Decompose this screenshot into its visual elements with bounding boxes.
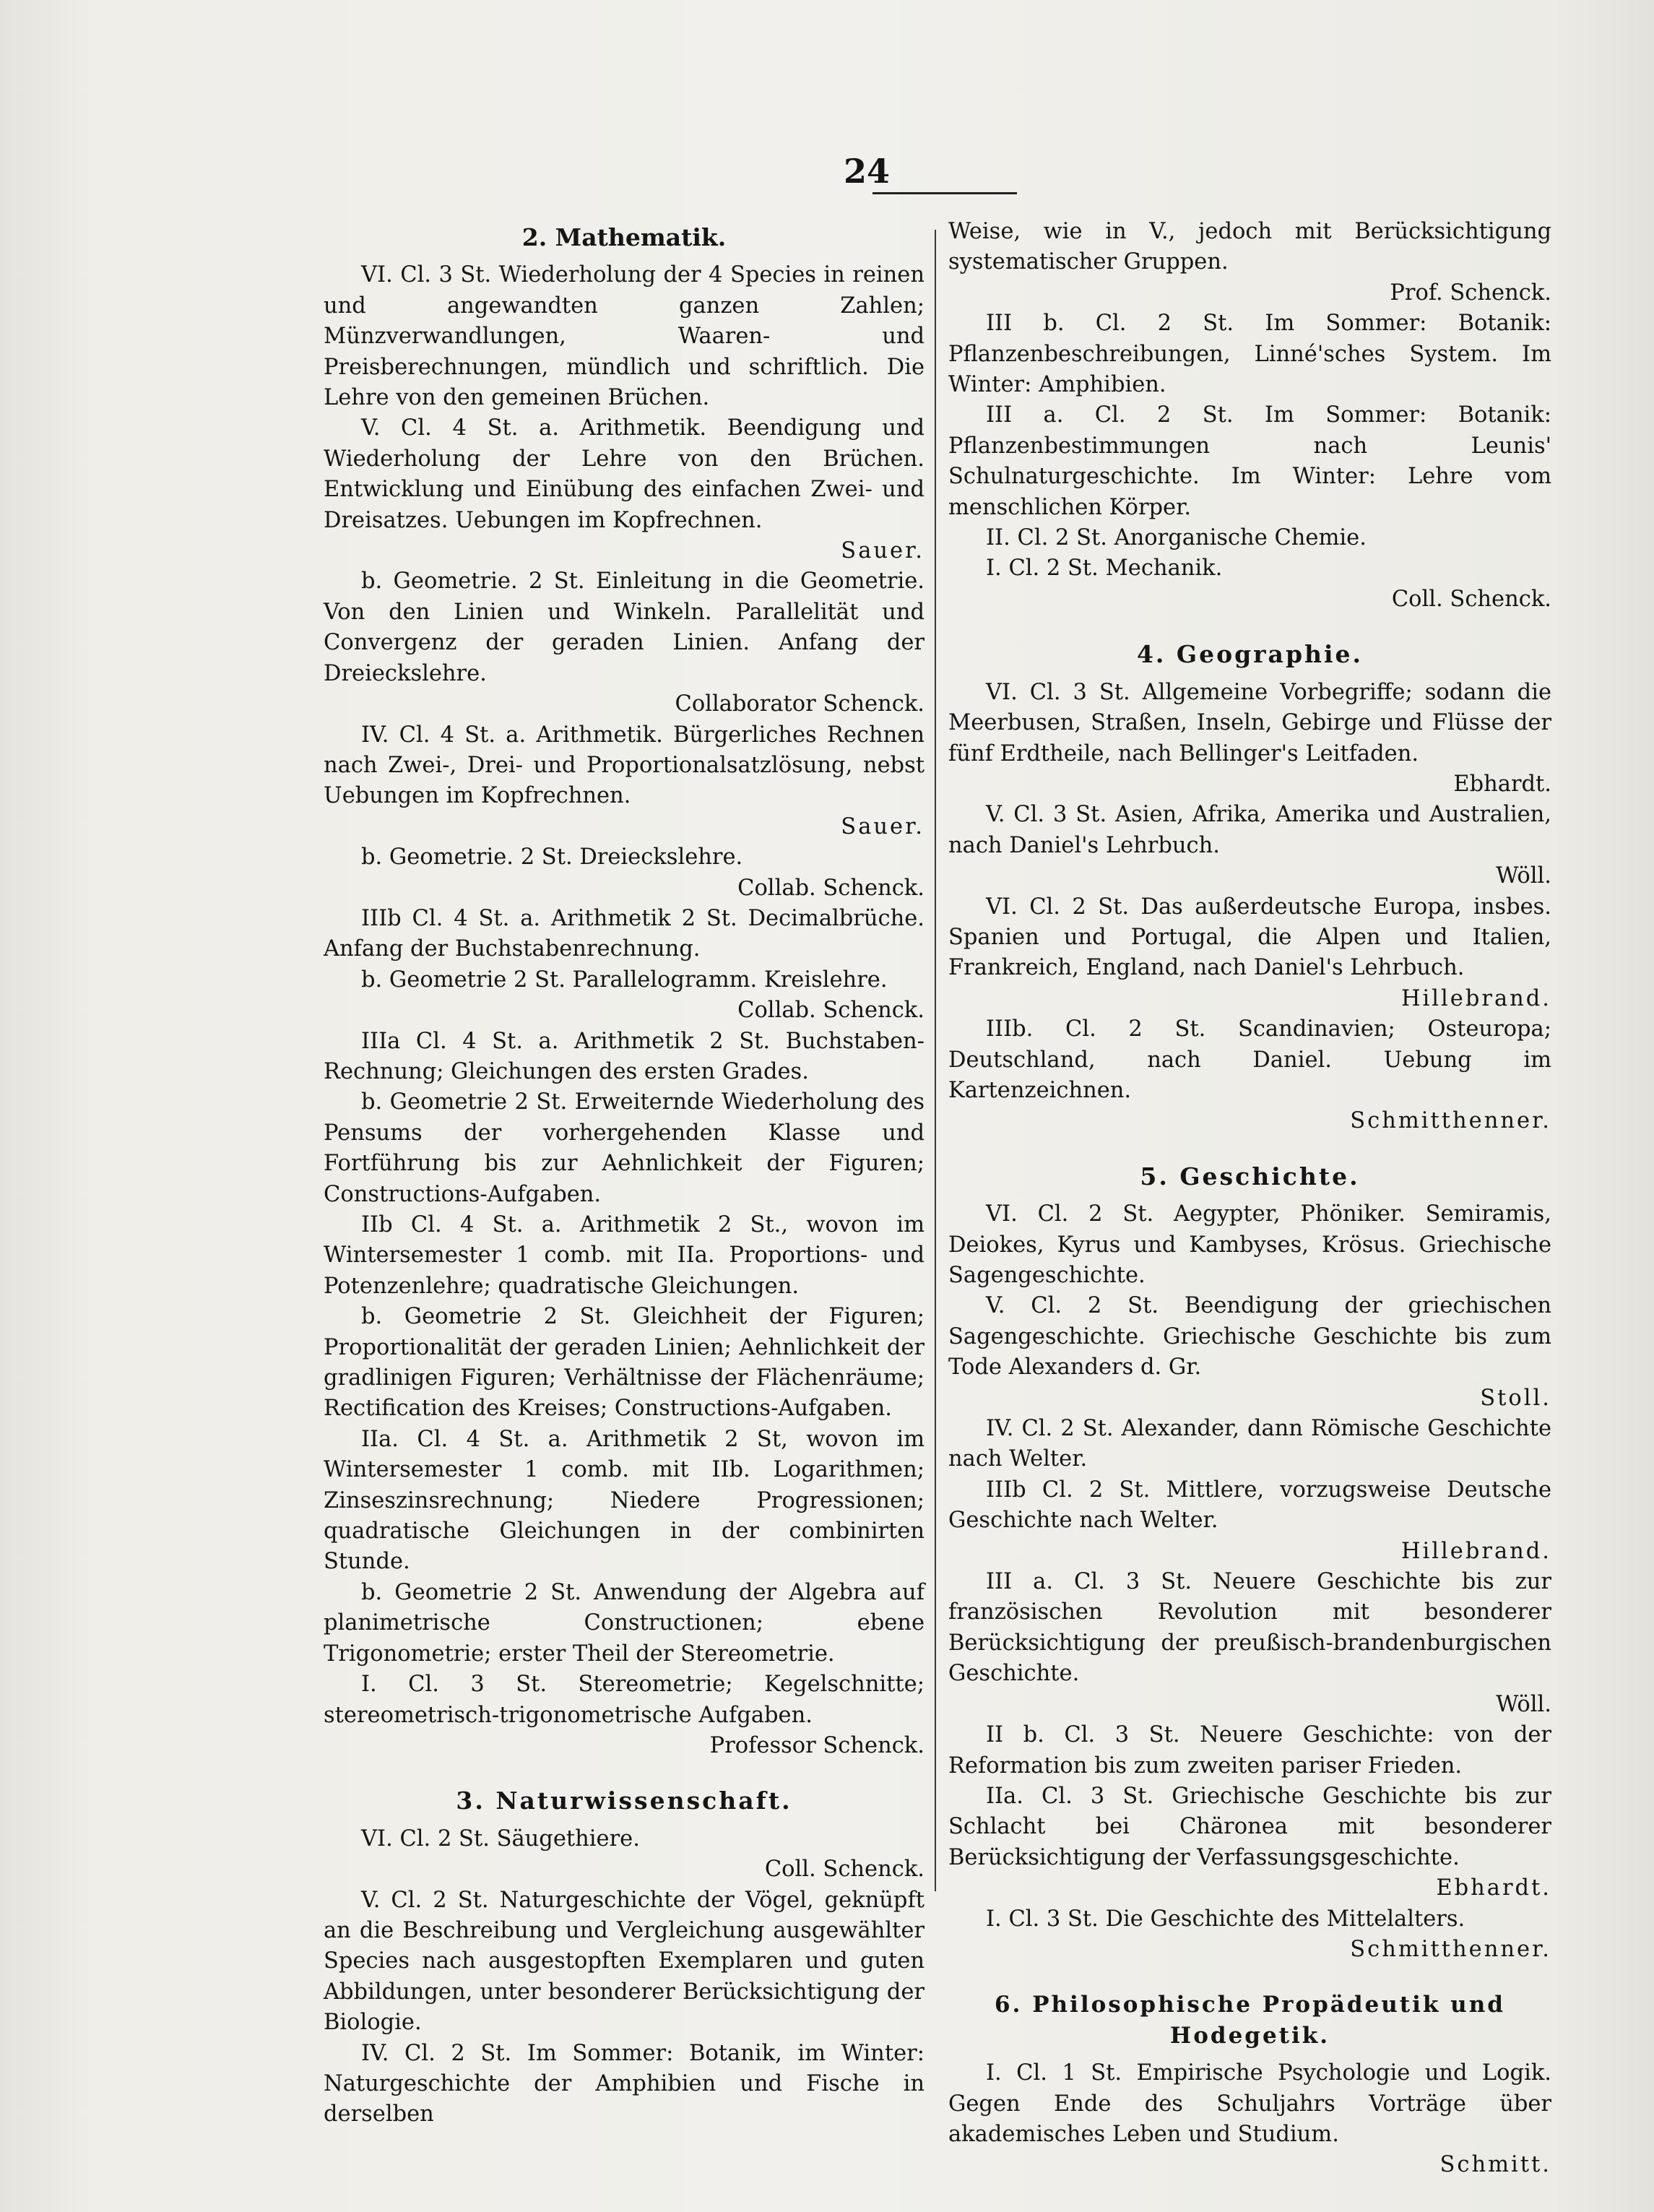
teacher-signature: Collaborator Schenck. <box>675 691 925 717</box>
paragraph: IIIb. Cl. 2 St. Scandinavien; Osteuropa; Deutschland, nach Daniel. Uebung im Kartenzeichnen. Schmitthenner. <box>948 1014 1551 1137</box>
paragraph: b. Geometrie 2 St. Parallelogramm. Kreislehre. Collab. Schenck. <box>324 965 925 1027</box>
paragraph: III a. Cl. 2 St. Im Sommer: Botanik: Pflanzenbestimmungen nach Leunis' Schulnaturgeschichte. Im Winter: Lehre vom menschlichen Körper. <box>948 402 1551 520</box>
paragraph: IIIb Cl. 2 St. Mittlere, vorzugsweise Deutsche Geschichte nach Welter. Hillebrand. <box>948 1475 1551 1567</box>
paragraph: IIIa Cl. 4 St. a. Arithmetik 2 St. Buchstaben-Rechnung; Gleichungen des ersten Grades. <box>324 1028 925 1084</box>
teacher-signature: Collab. Schenck. <box>737 998 925 1024</box>
paragraph: I. Cl. 1 St. Empirische Psychologie und Logik. Gegen Ende des Schuljahrs Vorträge über akademisches Leben und Studium. Schmitt. <box>948 2058 1551 2181</box>
section-heading-geographie: 4. Geographie. <box>1136 640 1364 669</box>
teacher-signature: Ebhardt. <box>1453 771 1551 797</box>
paragraph: b. Geometrie. 2 St. Dreieckslehre. Collab. Schenck. <box>324 842 925 904</box>
paragraph: IV. Cl. 4 St. a. Arithmetik. Bürgerliches Rechnen nach Zwei-, Drei- und Proportionalsatzlösung, nebst Uebungen im Kopfrechnen. Sauer. <box>324 720 925 843</box>
teacher-signature: Schmitt. <box>1439 2152 1551 2178</box>
teacher-signature: Stoll. <box>1480 1385 1551 1411</box>
teacher-signature: Collab. Schenck. <box>737 875 925 901</box>
section-heading-philosophie: 6. Philosophische Propädeutik und Hodegetik. <box>995 1992 1505 2049</box>
paragraph: I. Cl. 3 St. Stereometrie; Kegelschnitte; stereometrisch-trigonometrische Aufgaben. Professor Schenck. <box>324 1669 925 1761</box>
paragraph: II. Cl. 2 St. Anorganische Chemie. <box>986 525 1367 551</box>
paragraph: IIa. Cl. 4 St. a. Arithmetik 2 St, wovon im Wintersemester 1 comb. mit IIb. Logarithmen; Zinseszinsrechnung; Niedere Progressionen; quadratische Gleichungen in der combinirten Stunde. <box>324 1426 925 1575</box>
paragraph: VI. Cl. 3 St. Wiederholung der 4 Species in reinen und angewandten ganzen Zahlen; Münzverwandlungen, Waaren- und Preisberechnungen, mündlich und schriftlich. Die Lehre von den gemeinen Brüchen. <box>324 262 925 411</box>
teacher-signature: Sauer. <box>841 538 925 564</box>
paragraph: Weise, wie in V., jedoch mit Berücksichtigung systematischer Gruppen. Prof. Schenck. <box>948 217 1551 308</box>
paragraph: I. Cl. 2 St. Mechanik. Coll. Schenck. <box>948 553 1551 615</box>
teacher-signature: Hillebrand. <box>1400 985 1551 1011</box>
paragraph: V. Cl. 4 St. a. Arithmetik. Beendigung und Wiederholung der Lehre von den Brüchen. Entwicklung und Einübung des einfachen Zwei- und Dreisatzes. Uebungen im Kopfrechnen. Sauer. <box>324 413 925 566</box>
paragraph: b. Geometrie. 2 St. Einleitung in die Geometrie. Von den Linien und Winkeln. Parallelität und Convergenz der geraden Linien. Anfang der Dreieckslehre. Collaborator Schenck. <box>324 566 925 720</box>
section-heading-naturwissenschaft: 3. Naturwissenschaft. <box>456 1787 792 1815</box>
teacher-signature: Schmitthenner. <box>1350 1108 1551 1134</box>
page-number: 24 <box>843 152 890 191</box>
paragraph: b. Geometrie 2 St. Gleichheit der Figuren; Proportionalität der geraden Linien; Aehnlichkeit der gradlinigen Figuren; Verhältnisse der Flächenräume; Rectification des Kreises; Constructions-Aufgaben. <box>324 1304 925 1422</box>
paragraph: IIa. Cl. 3 St. Griechische Geschichte bis zur Schlacht bei Chäronea mit besonderer Berücksichtigung der Verfassungsgeschichte. Ebhardt. <box>948 1781 1551 1904</box>
teacher-signature: Schmitthenner. <box>1350 1936 1551 1962</box>
paragraph: VI. Cl. 2 St. Aegypter, Phöniker. Semiramis, Deiokes, Kyrus und Kambyses, Krösus. Griechische Sagengeschichte. <box>948 1201 1551 1288</box>
paragraph: b. Geometrie 2 St. Anwendung der Algebra auf planimetrische Constructionen; ebene Trigonometrie; erster Theil der Stereometrie. <box>324 1579 925 1667</box>
paragraph: VI. Cl. 2 St. Säugethiere. Coll. Schenck. <box>324 1824 925 1885</box>
paragraph: IV. Cl. 2 St. Im Sommer: Botanik, im Winter: Naturgeschichte der Amphibien und Fische in derselben <box>324 2040 925 2127</box>
paragraph: VI. Cl. 2 St. Das außerdeutsche Europa, insbes. Spanien und Portugal, die Alpen und Italien, Frankreich, England, nach Daniel's Lehrbuch. Hillebrand. <box>948 892 1551 1015</box>
right-column <box>948 217 1551 2181</box>
paragraph: VI. Cl. 3 St. Allgemeine Vorbegriffe; sodann die Meerbusen, Straßen, Inseln, Gebirge und Flüsse der fünf Erdtheile, nach Bellinger's Leitfaden. Ebhardt. <box>948 678 1551 800</box>
teacher-signature: Ebhardt. <box>1436 1875 1551 1901</box>
paragraph: V. Cl. 2 St. Beendigung der griechischen Sagengeschichte. Griechische Geschichte bis zum Tode Alexanders d. Gr. Stoll. <box>948 1291 1551 1414</box>
paragraph: II b. Cl. 3 St. Neuere Geschichte: von der Reformation bis zum zweiten pariser Frieden. <box>948 1722 1551 1779</box>
section-heading-mathematik: 2. Mathematik. <box>521 223 727 251</box>
paragraph: IV. Cl. 2 St. Alexander, dann Römische Geschichte nach Welter. <box>948 1416 1551 1472</box>
teacher-signature: Coll. Schenck. <box>1391 586 1551 612</box>
teacher-signature: Wöll. <box>1496 1691 1551 1717</box>
teacher-signature: Coll. Schenck. <box>764 1857 925 1883</box>
paragraph: V. Cl. 3 St. Asien, Afrika, Amerika und Australien, nach Daniel's Lehrbuch. Wöll. <box>948 800 1551 891</box>
section-heading-geschichte: 5. Geschichte. <box>1140 1162 1360 1191</box>
column-divider <box>935 230 936 1891</box>
teacher-signature: Wöll. <box>1496 863 1551 889</box>
left-column <box>324 217 925 2130</box>
paragraph: V. Cl. 2 St. Naturgeschichte der Vögel, geknüpft an die Beschreibung und Vergleichung ausgewählter Species nach ausgestopften Exemplaren und guten Abbildungen, unter besonderer Berücksichtigung der Biologie. <box>324 1887 925 2036</box>
teacher-signature: Hillebrand. <box>1400 1538 1551 1564</box>
header-rule <box>873 192 1017 194</box>
paragraph: b. Geometrie 2 St. Erweiternde Wiederholung des Pensums der vorhergehenden Klasse und Fortführung bis zur Aehnlichkeit der Figuren; Constructions-Aufgaben. <box>324 1089 925 1207</box>
teacher-signature: Professor Schenck. <box>709 1732 925 1758</box>
paragraph: III a. Cl. 3 St. Neuere Geschichte bis zur französischen Revolution mit besonderer Berücksichtigung der preußisch-brandenburgischen Geschichte. Wöll. <box>948 1567 1551 1720</box>
teacher-signature: Sauer. <box>841 813 925 839</box>
paragraph: III b. Cl. 2 St. Im Sommer: Botanik: Pflanzenbeschreibungen, Linné'sches System. Im Winter: Amphibien. <box>948 311 1551 398</box>
paragraph: IIIb Cl. 4 St. a. Arithmetik 2 St. Decimalbrüche. Anfang der Buchstabenrechnung. <box>324 905 925 962</box>
teacher-signature: Prof. Schenck. <box>1390 280 1551 306</box>
paragraph: I. Cl. 3 St. Die Geschichte des Mittelalters. Schmitthenner. <box>948 1904 1551 1966</box>
paragraph: IIb Cl. 4 St. a. Arithmetik 2 St., wovon im Wintersemester 1 comb. mit IIa. Proportions- und Potenzenlehre; quadratische Gleichungen. <box>324 1212 925 1299</box>
